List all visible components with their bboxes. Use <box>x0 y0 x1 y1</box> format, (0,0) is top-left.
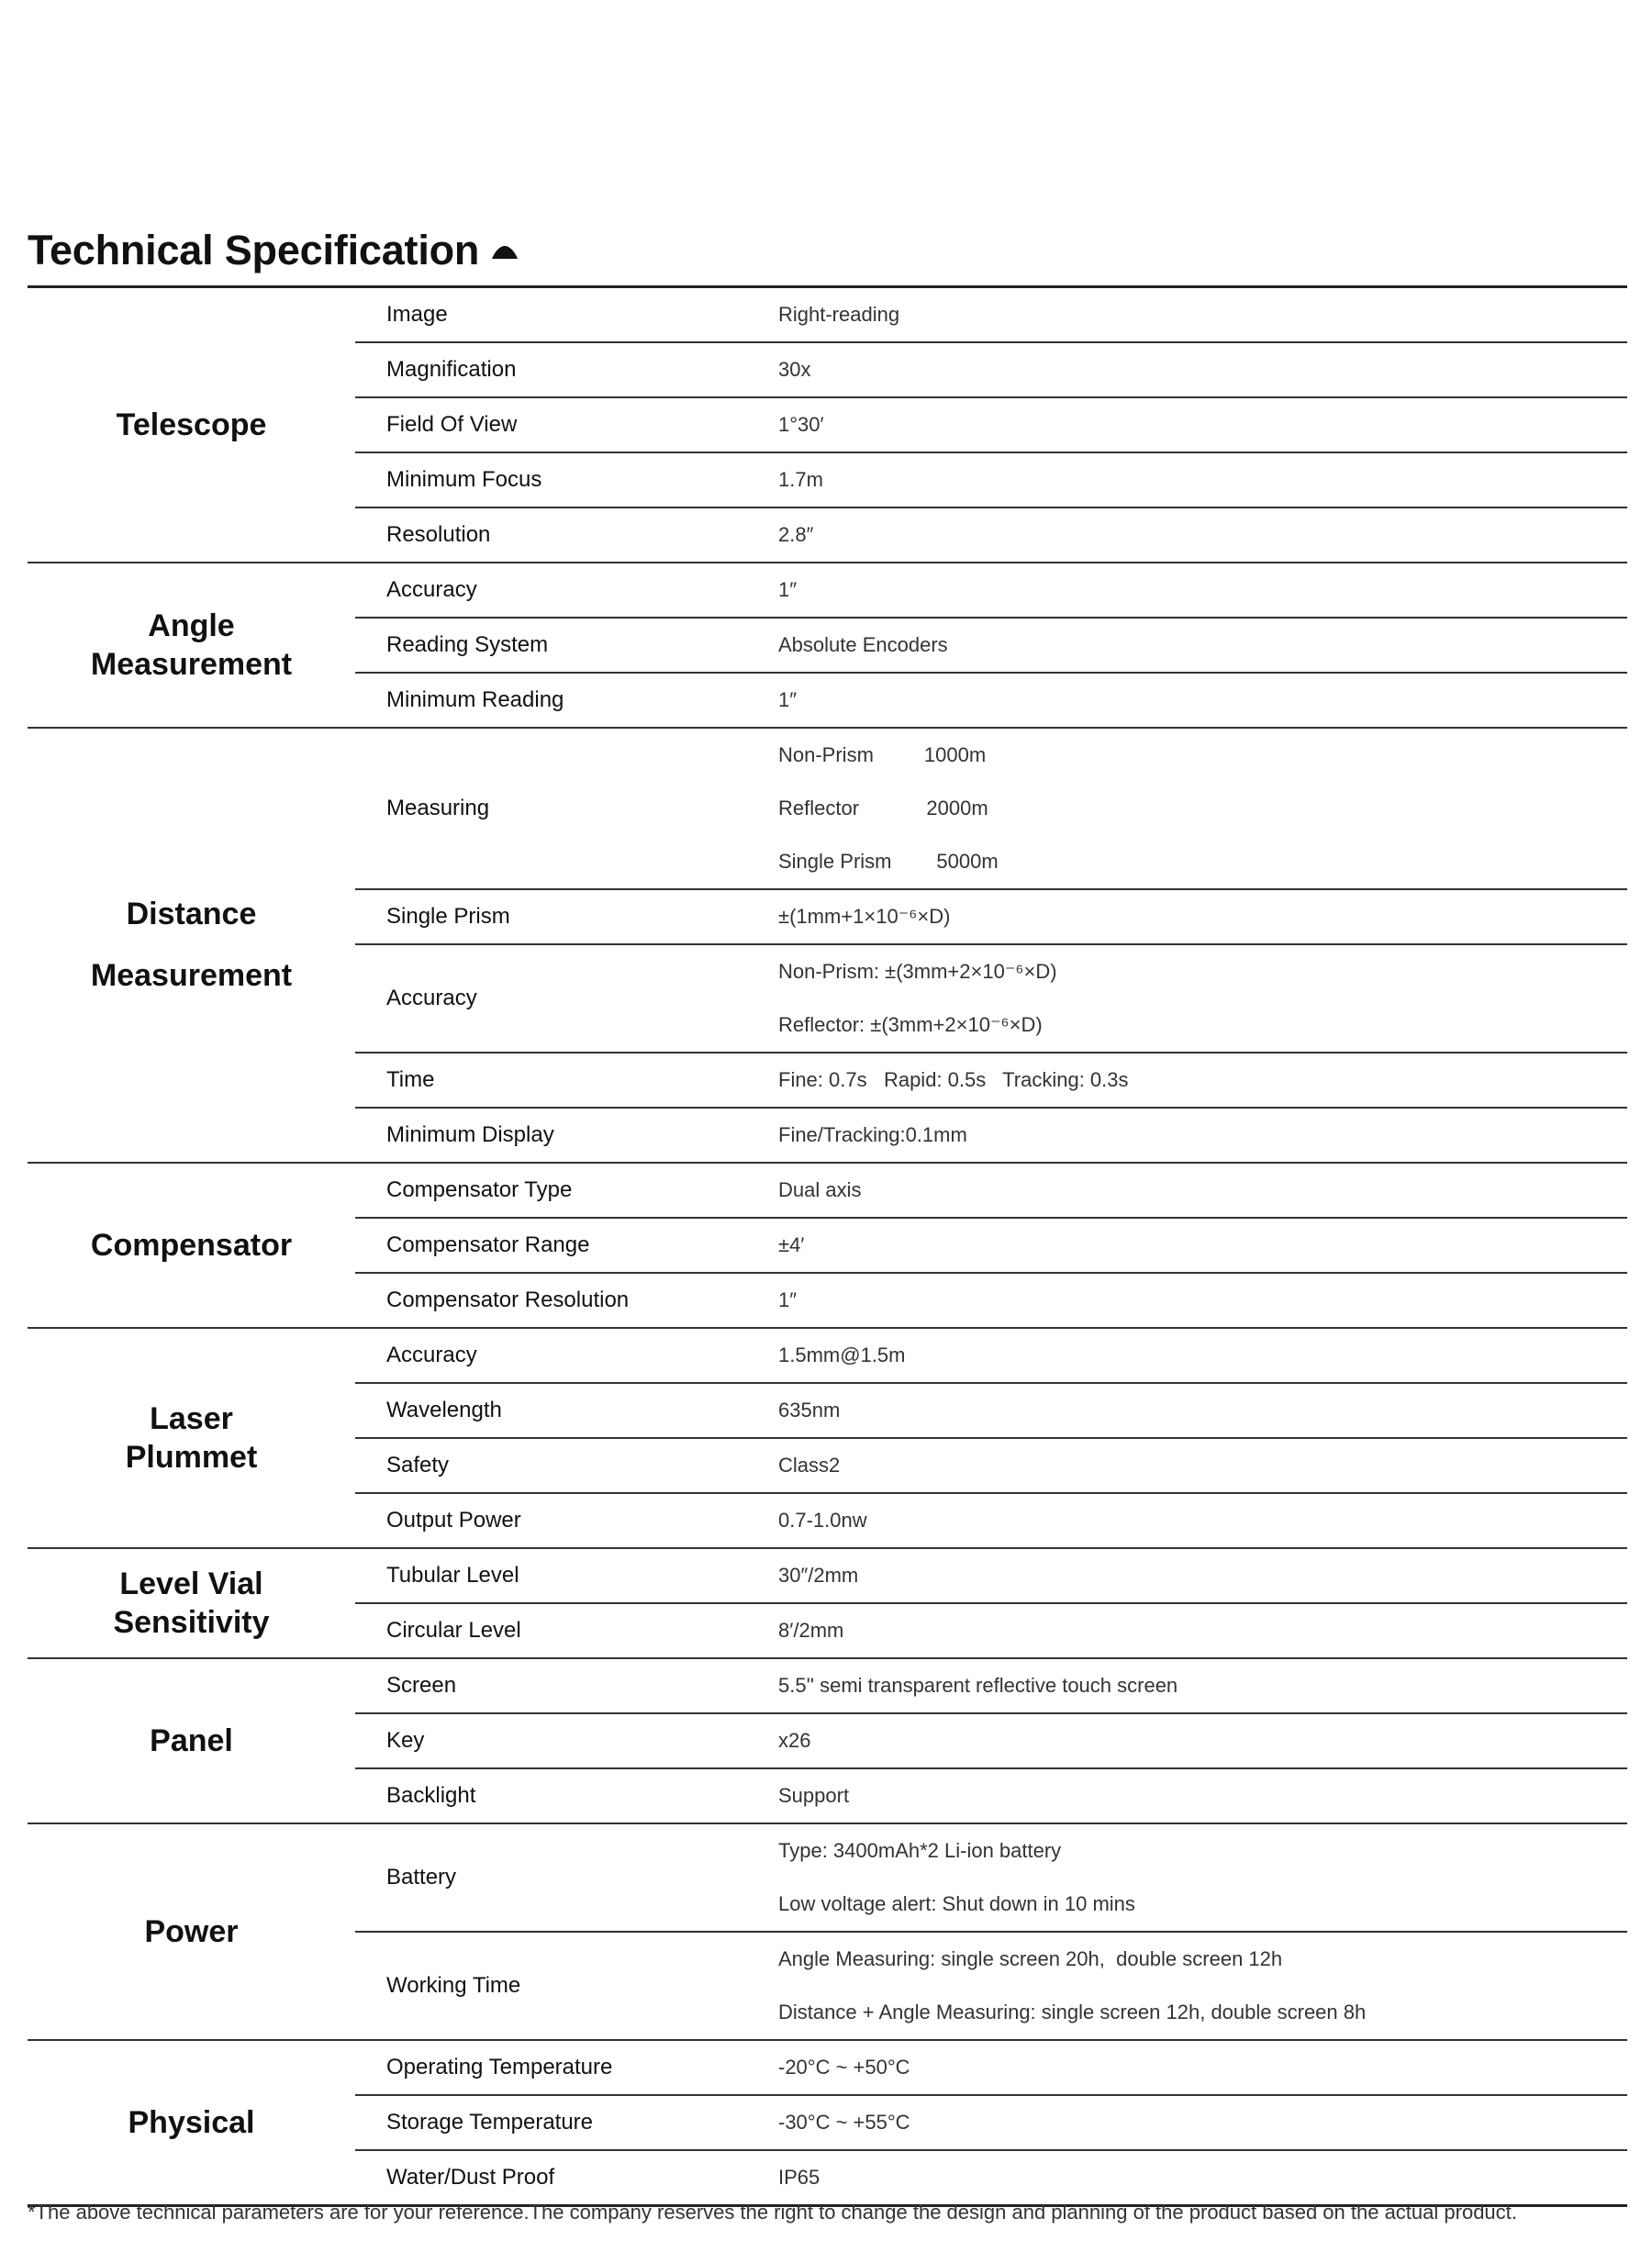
spec-label: Image <box>355 287 778 343</box>
disclaimer-footnote: *The above technical parameters are for your reference.The company reserves the right to change the design and planning of the product based on the actual product. <box>28 2201 1517 2224</box>
section-header <box>28 220 1627 281</box>
group-name-line: Panel <box>150 1722 233 1758</box>
spec-value <box>778 342 1627 397</box>
spec-value <box>778 1108 1627 1163</box>
spec-label: Field Of View <box>355 397 778 452</box>
spec-value-line: ±(1mm+1×10⁻⁶×D) <box>778 905 951 928</box>
spec-value-line: 5.5'' semi transparent reflective touch screen <box>778 1674 1178 1697</box>
spec-value-line: 1.7m <box>778 468 823 491</box>
spec-row <box>28 287 1627 343</box>
spec-row <box>28 1658 1627 1713</box>
spec-value <box>778 507 1627 563</box>
group-name <box>28 1328 355 1548</box>
group-name <box>28 728 355 1163</box>
group-name-line: Sensitivity <box>113 1605 270 1640</box>
spec-value-line: Class2 <box>778 1454 841 1477</box>
spec-value <box>778 1548 1627 1603</box>
group-name-line: Physical <box>128 2104 255 2140</box>
spec-value-line: Support <box>778 1784 850 1807</box>
spec-value <box>778 1328 1627 1383</box>
spec-value <box>778 2095 1627 2150</box>
spec-value-line: 1°30′ <box>778 413 824 436</box>
spec-label: Reading System <box>355 618 778 673</box>
spec-label: Safety <box>355 1438 778 1493</box>
spec-label: Magnification <box>355 342 778 397</box>
spec-value-line: Reflector: ±(3mm+2×10⁻⁶×D) <box>778 1013 1043 1036</box>
spec-label: Circular Level <box>355 1603 778 1658</box>
spec-value <box>778 2150 1627 2206</box>
spec-value-line: x26 <box>778 1729 811 1752</box>
group-name-line: Power <box>144 1913 239 1949</box>
group-name-line: Angle <box>148 608 235 643</box>
spec-value-line: -30°C ~ +55°C <box>778 2111 910 2134</box>
spec-label: Operating Temperature <box>355 2040 778 2095</box>
spec-value-line: Single Prism 5000m <box>778 850 999 873</box>
spec-value <box>778 287 1627 343</box>
spec-label: Output Power <box>355 1493 778 1548</box>
group-name-line: Measurement <box>90 958 293 993</box>
spec-value <box>778 1603 1627 1658</box>
spec-label: Backlight <box>355 1768 778 1823</box>
spec-value-line: 2.8″ <box>778 523 814 546</box>
spec-table <box>28 285 1627 2207</box>
spec-value-line: Fine/Tracking:0.1mm <box>778 1123 967 1146</box>
spec-label: Storage Temperature <box>355 2095 778 2150</box>
spec-row <box>28 1823 1627 1932</box>
group-name <box>28 1548 355 1658</box>
spec-value <box>778 1163 1627 1218</box>
spec-label: Minimum Focus <box>355 452 778 507</box>
spec-value <box>778 1383 1627 1438</box>
spec-value-line: Type: 3400mAh*2 Li-ion battery <box>778 1839 1062 1862</box>
spec-value-line: 1″ <box>778 1288 798 1311</box>
spec-value <box>778 1053 1627 1108</box>
group-name-line: Compensator <box>90 1227 293 1263</box>
spec-label: Compensator Type <box>355 1163 778 1218</box>
spec-row <box>28 1328 1627 1383</box>
spec-row <box>28 563 1627 618</box>
spec-value-line: Fine: 0.7s Rapid: 0.5s Tracking: 0.3s <box>778 1068 1129 1091</box>
group-name-line: Level Vial <box>119 1566 263 1601</box>
spec-value <box>778 1768 1627 1823</box>
group-name-line: Laser <box>150 1400 233 1436</box>
spec-label: Accuracy <box>355 563 778 618</box>
spec-value-line: Angle Measuring: single screen 20h, double screen 12h <box>778 1947 1283 1970</box>
spec-value-line: Absolute Encoders <box>778 633 948 656</box>
spec-value <box>778 1713 1627 1768</box>
spec-value <box>778 1932 1627 2040</box>
spec-row <box>28 1163 1627 1218</box>
spec-value <box>778 673 1627 728</box>
spec-row <box>28 728 1627 889</box>
spec-value <box>778 1658 1627 1713</box>
spec-label: Battery <box>355 1823 778 1932</box>
spec-label: Minimum Display <box>355 1108 778 1163</box>
spec-label: Minimum Reading <box>355 673 778 728</box>
group-name <box>28 287 355 563</box>
group-name-line: Plummet <box>125 1440 258 1475</box>
spec-value <box>778 1438 1627 1493</box>
spec-value <box>778 618 1627 673</box>
page-title: Technical Specification <box>28 227 480 273</box>
spec-value-line: Low voltage alert: Shut down in 10 mins <box>778 1892 1135 1915</box>
spec-label: Water/Dust Proof <box>386 2165 555 2190</box>
spec-value-line: 1″ <box>778 578 798 601</box>
spec-value <box>778 728 1627 889</box>
spec-value-line: Right-reading <box>778 303 900 326</box>
spec-value <box>778 563 1627 618</box>
group-name-line: Measurement <box>90 647 293 682</box>
spec-value-line: 30x <box>778 358 811 381</box>
spec-label: Accuracy <box>355 944 778 1053</box>
spec-value <box>778 397 1627 452</box>
spec-value-line: IP65 <box>778 2166 820 2189</box>
spec-value-line: 0.7-1.0nw <box>778 1509 867 1532</box>
spec-value-line: ±4′ <box>778 1233 805 1256</box>
spec-label: Resolution <box>355 507 778 563</box>
spec-label: Wavelength <box>355 1383 778 1438</box>
spec-label: Measuring <box>355 728 778 889</box>
group-name <box>28 563 355 728</box>
chevron-up-icon[interactable] <box>490 244 519 262</box>
spec-row <box>28 2040 1627 2095</box>
spec-value-line: Dual axis <box>778 1178 862 1201</box>
spec-value-line: 1.5mm@1.5m <box>778 1343 906 1366</box>
spec-value <box>778 1218 1627 1273</box>
spec-value <box>778 452 1627 507</box>
spec-label: Compensator Range <box>355 1218 778 1273</box>
spec-value-line: Non-Prism 1000m <box>778 743 987 766</box>
group-name <box>28 1658 355 1823</box>
spec-value-line: Reflector 2000m <box>778 797 988 819</box>
spec-value <box>778 1493 1627 1548</box>
spec-value-line: 30″/2mm <box>778 1564 859 1587</box>
spec-value-line: Non-Prism: ±(3mm+2×10⁻⁶×D) <box>778 960 1057 983</box>
spec-value <box>778 889 1627 944</box>
spec-row <box>28 1548 1627 1603</box>
group-name-line: Distance <box>126 897 257 931</box>
spec-value <box>778 2040 1627 2095</box>
spec-label: Single Prism <box>355 889 778 944</box>
spec-label: Screen <box>355 1658 778 1713</box>
collapse-arrow-graphic <box>490 244 519 262</box>
spec-value-line: 1″ <box>778 688 798 711</box>
spec-value-line: -20°C ~ +50°C <box>778 2056 910 2079</box>
spec-value-line: 8′/2mm <box>778 1619 844 1642</box>
group-name <box>28 1163 355 1328</box>
spec-section <box>28 220 1627 2207</box>
spec-value <box>778 944 1627 1053</box>
spec-label: Compensator Resolution <box>355 1273 778 1328</box>
spec-label: Working Time <box>355 1932 778 2040</box>
spec-value <box>778 1273 1627 1328</box>
spec-value-line: Distance + Angle Measuring: single screen 12h, double screen 8h <box>778 2001 1367 2023</box>
spec-label: Tubular Level <box>355 1548 778 1603</box>
group-name-line: Telescope <box>116 407 267 442</box>
spec-value-line: 635nm <box>778 1399 841 1421</box>
group-name <box>28 2040 355 2206</box>
spec-label: Time <box>355 1053 778 1108</box>
group-name <box>28 1823 355 2040</box>
spec-value <box>778 1823 1627 1932</box>
spec-label: Key <box>355 1713 778 1768</box>
spec-label: Accuracy <box>355 1328 778 1383</box>
